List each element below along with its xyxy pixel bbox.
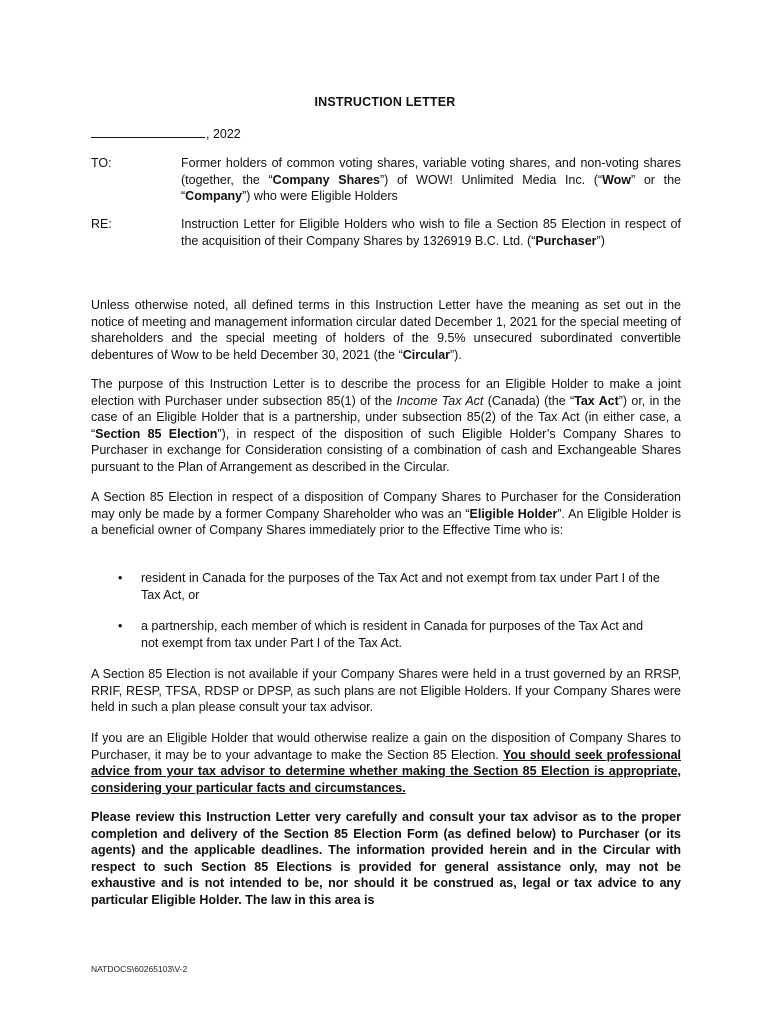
paragraph-gain: If you are an Eligible Holder that would otherwise realize a gain on the disposition of Company Shares to Purchaser, it may be to your advantage to make the Section 85 Election. You should seek professional advice from your tax advisor to determine whether making the Section 85 Election is appropriate, considering your particular facts and circumstances. <box>91 731 681 795</box>
paragraph-purpose: The purpose of this Instruction Letter is to describe the process for an Eligible Holder to make a joint election with Purchaser under subsection 85(1) of the Income Tax Act (Canada) (the “Tax Act”) or, in the case of an Eligible Holder that is a partnership, under subsection 85(2) of the Tax Act (in either case, a “Section 85 Election”), in respect of the disposition of such Eligible Holder’s Company Shares to Purchaser in exchange for Consideration consisting of a combination of cash and Exchangeable Shares pursuant to the Plan of Arrangement as described in the Circular. <box>91 377 682 474</box>
bullet-icon: • <box>118 619 123 633</box>
date-year: , 2022 <box>206 127 241 141</box>
document-id-footer: NATDOCS\60265103\V-2 <box>91 964 188 974</box>
date-line <box>91 125 241 141</box>
bullet-text: resident in Canada for the purposes of the Tax Act and not exempt from tax under Part I of the Tax Act, or <box>141 571 660 602</box>
bullet-text: a partnership, each member of which is resident in Canada for purposes of the Tax Act and not exempt from tax under Part I of the Tax Act. <box>141 619 644 650</box>
date-blank[interactable] <box>91 125 205 138</box>
re-label: RE: <box>91 217 112 231</box>
paragraph-defined-terms: Unless otherwise noted, all defined terms in this Instruction Letter have the meaning as set out in the notice of meeting and management information circular dated December 1, 2021 for the special meeting of shareholders and the special meeting of holders of the 9.5% unsecured subordinated convertible debentures of Wow to be held December 30, 2021 (the “Circular”). <box>91 298 681 362</box>
paragraph-review-carefully: Please review this Instruction Letter very carefully and consult your tax advisor as to the proper completion and delivery of the Section 85 Election Form (as defined below) to Purchaser (or its agents) and the applicable deadlines. The information provided herein and in the Circular with respect to such Section 85 Elections is provided for general assistance only, may not be exhaustive and is not intended to be, nor should it be construed as, legal or tax advice to any particular Eligible Holder. The law in this area is <box>91 810 681 907</box>
re-text: Instruction Letter for Eligible Holders who wish to file a Section 85 Election in respect of the acquisition of their Company Shares by 1326919 B.C. Ltd. (“Purchaser”) <box>181 217 681 248</box>
letter-title: INSTRUCTION LETTER <box>314 95 456 109</box>
to-text: Former holders of common voting shares, variable voting shares, and non-voting shares (together, the “Company Shares”) of WOW! Unlimited Media Inc. (“Wow” or the “Company”) who were Eligible Holders <box>181 156 681 203</box>
professional-advice-notice: You should seek professional advice from your tax advisor to determine whether making the Section 85 Election is appropriate, considering your particular facts and circumstances. <box>91 747 681 795</box>
paragraph-eligible-holder: A Section 85 Election in respect of a disposition of Company Shares to Purchaser for the Consideration may only be made by a former Company Shareholder who was an “Eligible Holder”. An Eligible Holder is a beneficial owner of Company Shares immediately prior to the Effective Time who is: <box>91 490 681 537</box>
to-label: TO: <box>91 156 112 170</box>
paragraph-not-available: A Section 85 Election is not available if your Company Shares were held in a trust governed by an RRSP, RRIF, RESP, TFSA, RDSP or DPSP, as such plans are not Eligible Holders. If your Company Shares were held in such a plan please consult your tax advisor. <box>91 667 681 714</box>
bullet-icon: • <box>118 571 123 585</box>
